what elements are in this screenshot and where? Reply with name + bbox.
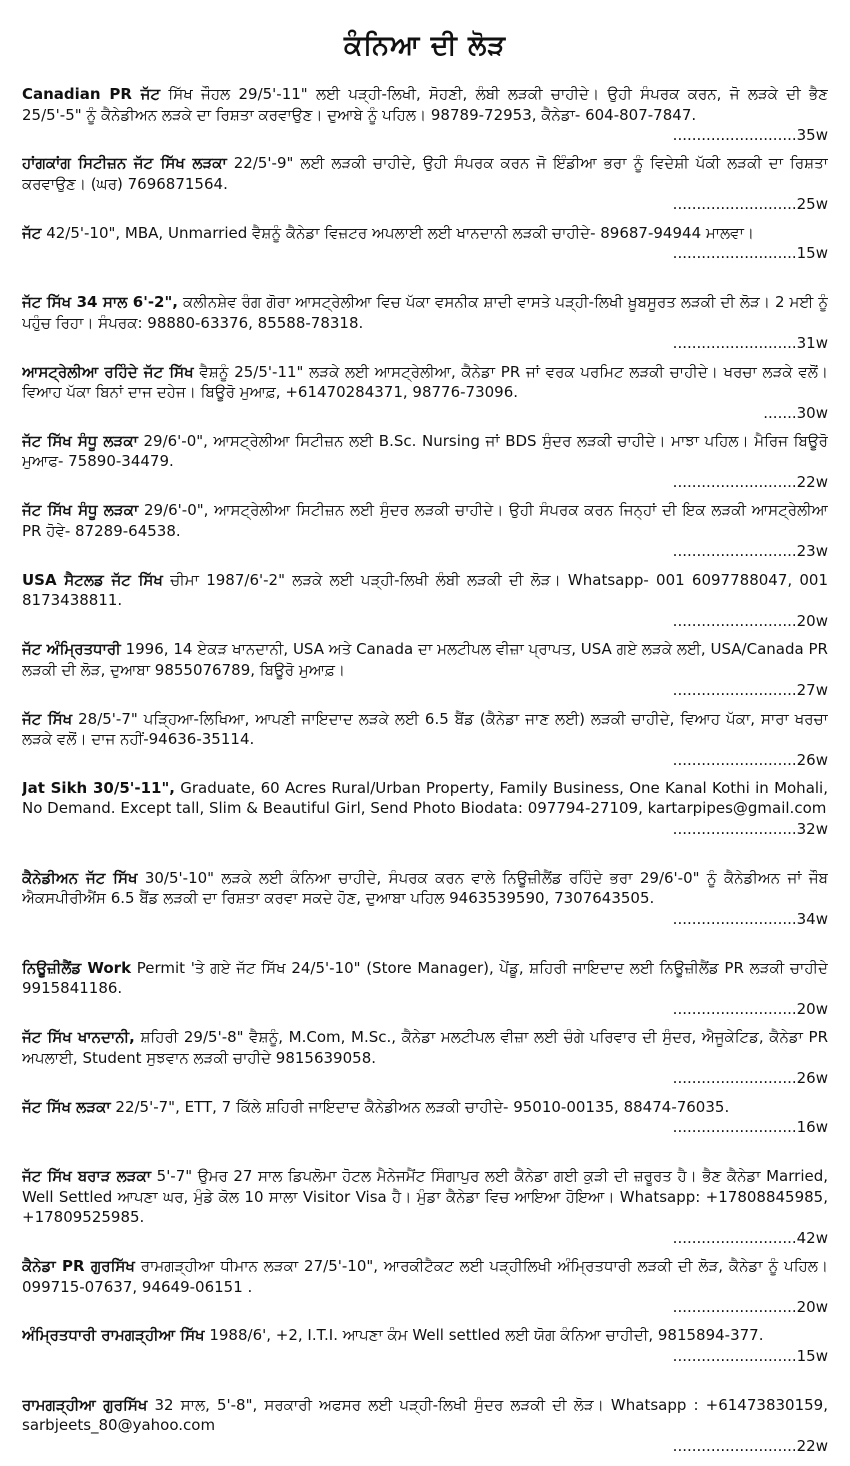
ad-code: ..........................20w	[672, 999, 828, 1018]
ad-code: ..........................15w	[672, 244, 828, 263]
ad-entry	[22, 1395, 828, 1464]
ad-code: ..........................15w	[672, 1346, 828, 1365]
ad-entry	[22, 709, 828, 778]
ad-code: ..........................35w	[672, 126, 828, 144]
ad-body: 1988/6', +2, I.T.I. ਆਪਣਾ ਕੰਮ Well settled ਲਈ ਯੋਗ ਕੰਨਿਆ ਚਾਹੀਦੀ, 9815894-377.	[204, 1326, 764, 1345]
ad-code: ..........................34w	[672, 909, 828, 928]
ad-body: Graduate, 60 Acres Rural/Urban Property, Family Business, One Kanal Kothi in Mohali, No Demand. Except tall, Slim & Beautiful Girl, Send Photo Biodata: 097794-27109, kartarpipes@gmail.com	[22, 778, 828, 818]
ad-body: ਵੈਸ਼ਨੂੰ 25/5'-11" ਲੜਕੇ ਲਈ ਆਸਟ੍ਰੇਲੀਆ, ਕੈਨੇਡਾ PR ਜਾਂ ਵਰਕ ਪਰਮਿਟ ਲੜਕੀ ਚਾਹੀਦੇ। ਖਰਚਾ ਲੜਕੇ ਵਲੋਂ। ਵਿਆਹ ਪੱਕਾ ਬਿਨਾਂ ਦਾਜ ਦਹੇਜ। ਬਿਊਰੋ ਮੁਆਫ਼, +61470284371, 98776-73096.	[22, 362, 828, 402]
ad-entry	[22, 223, 828, 292]
ad-entry	[22, 570, 828, 639]
ad-lead: Jat Sikh 30/5'-11",	[22, 778, 175, 797]
ad-lead: ਨਿਊਜ਼ੀਲੈਂਡ Work	[22, 958, 132, 977]
ad-lead: ਜੱਟ ਸਿੱਖ ਖਾਨਦਾਨੀ,	[22, 1028, 135, 1047]
ad-entry	[22, 431, 828, 500]
ad-code: .......30w	[763, 403, 828, 422]
ad-entry	[22, 500, 828, 569]
ad-lead: ਹਾਂਗਕਾਂਗ ਸਿਟੀਜ਼ਨ ਜੱਟ ਸਿੱਖ ਲੜਕਾ	[22, 154, 227, 173]
ad-code: ..........................20w	[672, 1298, 828, 1317]
ad-entry	[22, 1027, 828, 1096]
ad-code: ..........................31w	[672, 334, 828, 353]
ad-code: ..........................23w	[672, 542, 828, 561]
ad-body: ਰਾਮਗੜ੍ਹੀਆ ਧੀਮਾਨ ਲੜਕਾ 27/5'-10", ਆਰਕੀਟੈਕਟ ਲਈ ਪੜ੍ਹੀਲਿਖੀ ਅੰਮ੍ਰਿਤਧਾਰੀ ਲੜਕੀ ਦੀ ਲੋੜ, ਕੈਨੇਡਾ ਨੂੰ ਪਹਿਲ। 099715-07637, 94649-06151 .	[22, 1257, 828, 1296]
ad-lead: ਜੱਟ ਸਿੱਖ	[22, 709, 73, 728]
ad-entry	[22, 1256, 828, 1325]
ad-lead: ਜੱਟ ਸਿੱਖ ਲੜਕਾ	[22, 1097, 111, 1116]
ad-body: 32 ਸਾਲ, 5'-8", ਸਰਕਾਰੀ ਅਫਸਰ ਲਈ ਪੜ੍ਹੀ-ਲਿਖੀ ਸੁੰਦਰ ਲੜਕੀ ਦੀ ਲੋੜ। Whatsapp : +61473830159, sarbjeets_80@yahoo.com	[22, 1395, 828, 1435]
page-title: ਕੰਨਿਆ ਦੀ ਲੋੜ	[343, 30, 507, 61]
ad-body: ਸਿੱਖ ਜੌਹਲ 29/5'-11" ਲਈ ਪੜ੍ਹੀ-ਲਿਖੀ, ਸੋਹਣੀ, ਲੰਬੀ ਲੜਕੀ ਚਾਹੀਦੇ। ਉਹੀ ਸੰਪਰਕ ਕਰਨ, ਜੋ ਲੜਕੇ ਦੀ ਭੈਣ 25/5'-5" ਨੂੰ ਕੈਨੇਡੀਅਨ ਲੜਕੇ ਦਾ ਰਿਸ਼ਤਾ ਕਰਵਾਉਣ। ਦੁਆਬੇ ਨੂੰ ਪਹਿਲ। 98789-72953, ਕੈਨੇਡਾ- 604-807-7847.	[22, 85, 828, 124]
ad-code: ..........................16w	[672, 1118, 828, 1137]
ad-lead: ਰਾਮਗੜ੍ਹੀਆ ਗੁਰਸਿੱਖ	[22, 1395, 148, 1414]
ad-entry	[22, 292, 828, 361]
ad-code: ..........................26w	[672, 750, 828, 769]
ad-body: 5'-7" ਉਮਰ 27 ਸਾਲ ਡਿਪਲੋਮਾ ਹੋਟਲ ਮੈਨੇਜਮੈਂਟ ਸਿੰਗਾਪੁਰ ਲਈ ਕੈਨੇਡਾ ਗਈ ਕੁੜੀ ਦੀ ਜ਼ਰੂਰਤ ਹੈ। ਭੈਣ ਕੈਨੇਡਾ Married, Well Settled ਆਪਣਾ ਘਰ, ਮੁੰਡੇ ਕੋਲ 10 ਸਾਲਾ Visitor Visa ਹੈ। ਮੁੰਡਾ ਕੈਨੇਡਾ ਵਿਚ ਆਇਆ ਹੋਇਆ। Whatsapp: +17808845985, +17809525985.	[22, 1167, 828, 1227]
ad-entry	[22, 153, 828, 222]
ad-entry	[22, 778, 828, 868]
ad-body: 22/5'-7", ETT, 7 ਕਿੱਲੇ ਸ਼ਹਿਰੀ ਜਾਇਦਾਦ ਕੈਨੇਡੀਅਨ ਲੜਕੀ ਚਾਹੀਦੇ- 95010-00135, 88474-76035.	[110, 1097, 730, 1116]
ad-body: 30/5'-10" ਲੜਕੇ ਲਈ ਕੰਨਿਆ ਚਾਹੀਦੇ, ਸੰਪਰਕ ਕਰਨ ਵਾਲੇ ਨਿਊਜ਼ੀਲੈਂਡ ਰਹਿੰਦੇ ਭਰਾ 29/6'-0" ਨੂੰ ਕੈਨੇਡੀਅਨ ਜਾਂ ਜੌਬ ਐਕਸਪੀਰੀਐਂਸ 6.5 ਬੈਂਡ ਲੜਕੀ ਦਾ ਰਿਸ਼ਤਾ ਕਰਵਾ ਸਕਦੇ ਹੋਣ, ਦੁਆਬਾ ਪਹਿਲ 9463539590, 7307643505.	[22, 868, 828, 908]
ad-body: ਸ਼ਹਿਰੀ 29/5'-8" ਵੈਸ਼ਨੂੰ, M.Com, M.Sc., ਕੈਨੇਡਾ ਮਲਟੀਪਲ ਵੀਜ਼ਾ ਲਈ ਚੰਗੇ ਪਰਿਵਾਰ ਦੀ ਸੁੰਦਰ, ਐਜੂਕੇਟਿਡ, ਕੈਨੇਡਾ PR ਅਪਲਾਈ, Student ਸੁਝਵਾਨ ਲੜਕੀ ਚਾਹੀਦੇ 9815639058.	[22, 1028, 828, 1067]
ad-entry	[22, 1166, 828, 1256]
ad-lead: Canadian PR ਜੱਟ	[22, 85, 161, 103]
ad-entry	[22, 639, 828, 708]
ad-lead: ਜੱਟ ਸਿੱਖ 34 ਸਾਲ 6'-2",	[22, 293, 178, 312]
ad-body: ਚੀਮਾ 1987/6'-2" ਲੜਕੇ ਲਈ ਪੜ੍ਹੀ-ਲਿਖੀ ਲੰਬੀ ਲੜਕੀ ਦੀ ਲੋੜ। Whatsapp- 001 6097788047, 001 8173438811.	[22, 570, 828, 610]
ad-entry	[22, 84, 828, 153]
ad-body: Permit 'ਤੇ ਗਏ ਜੱਟ ਸਿੱਖ 24/5'-10" (Store Manager), ਪੇਂਡੂ, ਸ਼ਹਿਰੀ ਜਾਇਦਾਦ ਲਈ ਨਿਊਜ਼ੀਲੈਂਡ PR ਲੜਕੀ ਚਾਹੀਦੇ 9915841186.	[22, 958, 828, 998]
ad-code: ..........................27w	[672, 681, 828, 700]
ad-code: ..........................20w	[672, 611, 828, 630]
ad-code: ..........................22w	[672, 1436, 828, 1455]
ad-body: 29/6'-0", ਆਸਟ੍ਰੇਲੀਆ ਸਿਟੀਜ਼ਨ ਲਈ ਸੁੰਦਰ ਲੜਕੀ ਚਾਹੀਦੇ। ਉਹੀ ਸੰਪਰਕ ਕਰਨ ਜਿਨ੍ਹਾਂ ਦੀ ਇਕ ਲੜਕੀ ਆਸਟ੍ਰੇਲੀਆ PR ਹੋਵੇ- 87289-64538.	[22, 501, 828, 540]
ad-entry	[22, 958, 828, 1027]
ad-body: 1996, 14 ਏਕੜ ਖਾਨਦਾਨੀ, USA ਅਤੇ Canada ਦਾ ਮਲਟੀਪਲ ਵੀਜ਼ਾ ਪ੍ਰਾਪਤ, USA ਗਏ ਲੜਕੇ ਲਈ, USA/Canada PR ਲੜਕੀ ਦੀ ਲੋੜ, ਦੁਆਬਾ 9855076789, ਬਿਊਰੋ ਮੁਆਫ਼।	[22, 640, 828, 679]
ad-lead: ਕੈਨੇਡੀਅਨ ਜੱਟ ਸਿੱਖ	[22, 868, 138, 887]
ad-lead: ਜੱਟ ਅੰਮ੍ਰਿਤਧਾਰੀ	[22, 640, 121, 659]
ad-lead: ਜੱਟ ਸਿੱਖ ਸੰਧੂ ਲੜਕਾ	[22, 501, 139, 520]
ads-list	[22, 84, 828, 1464]
ad-code: ..........................26w	[672, 1069, 828, 1088]
ad-entry	[22, 1097, 828, 1166]
ad-lead: ਜੱਟ ਸਿੱਖ ਬਰਾੜ ਲੜਕਾ	[22, 1167, 152, 1186]
ad-body: 28/5'-7" ਪੜ੍ਹਿਆ-ਲਿਖਿਆ, ਆਪਣੀ ਜਾਇਦਾਦ ਲੜਕੇ ਲਈ 6.5 ਬੈਂਡ (ਕੈਨੇਡਾ ਜਾਣ ਲਈ) ਲੜਕੀ ਚਾਹੀਦੇ, ਵਿਆਹ ਪੱਕਾ, ਸਾਰਾ ਖਰਚਾ ਲੜਕੇ ਵਲੋਂ। ਦਾਜ ਨਹੀਂ-94636-35114.	[22, 709, 828, 749]
ad-body: ਕਲੀਨਸ਼ੇਵ ਰੰਗ ਗੋਰਾ ਆਸਟ੍ਰੇਲੀਆ ਵਿਚ ਪੱਕਾ ਵਸਨੀਕ ਸ਼ਾਦੀ ਵਾਸਤੇ ਪੜ੍ਹੀ-ਲਿਖੀ ਖ਼ੂਬਸੂਰਤ ਲੜਕੀ ਦੀ ਲੋੜ। 2 ਮਈ ਨੂੰ ਪਹੁੰਚ ਰਿਹਾ। ਸੰਪਰਕ: 98880-63376, 85588-78318.	[22, 293, 828, 332]
ad-lead: ਜੱਟ	[22, 223, 42, 242]
ad-body: 42/5'-10", MBA, Unmarried ਵੈਸ਼ਨੂੰ ਕੈਨੇਡਾ ਵਿਜ਼ਟਰ ਅਪਲਾਈ ਲਈ ਖਾਨਦਾਨੀ ਲੜਕੀ ਚਾਹੀਦੇ- 89687-94944 ਮਾਲਵਾ।	[41, 223, 754, 242]
ad-lead: ਆਸਟ੍ਰੇਲੀਆ ਰਹਿੰਦੇ ਜੱਟ ਸਿੱਖ	[22, 362, 194, 381]
ad-code: ..........................25w	[672, 195, 828, 214]
ad-entry	[22, 1325, 828, 1394]
ad-code: ..........................42w	[672, 1228, 828, 1247]
ad-body: 29/6'-0", ਆਸਟ੍ਰੇਲੀਆ ਸਿਟੀਜ਼ਨ ਲਈ B.Sc. Nursing ਜਾਂ BDS ਸੁੰਦਰ ਲੜਕੀ ਚਾਹੀਦੇ। ਮਾਝਾ ਪਹਿਲ। ਮੈਰਿਜ ਬਿਊਰੋ ਮੁਆਫ- 75890-34479.	[22, 431, 828, 471]
ad-lead: ਅੰਮ੍ਰਿਤਧਾਰੀ ਰਾਮਗੜ੍ਹੀਆ ਸਿੱਖ	[22, 1326, 205, 1345]
ad-code: ..........................22w	[672, 472, 828, 491]
ad-lead: ਜੱਟ ਸਿੱਖ ਸੰਧੂ ਲੜਕਾ	[22, 431, 138, 450]
ad-entry	[22, 868, 828, 958]
ad-body: 22/5'-9" ਲਈ ਲੜਕੀ ਚਾਹੀਦੇ, ਉਹੀ ਸੰਪਰਕ ਕਰਨ ਜੋ ਇੰਡੀਆ ਭਰਾ ਨੂੰ ਵਿਦੇਸ਼ੀ ਪੱਕੀ ਲੜਕੀ ਦਾ ਰਿਸ਼ਤਾ ਕਰਵਾਉਣ। (ਘਰ) 7696871564.	[22, 154, 828, 193]
ad-code: ..........................32w	[672, 819, 828, 838]
ad-entry	[22, 362, 828, 431]
ad-lead: USA ਸੈਟਲਡ ਜੱਟ ਸਿੱਖ	[22, 570, 163, 589]
ad-lead: ਕੈਨੇਡਾ PR ਗੁਰਸਿੱਖ	[22, 1257, 135, 1276]
